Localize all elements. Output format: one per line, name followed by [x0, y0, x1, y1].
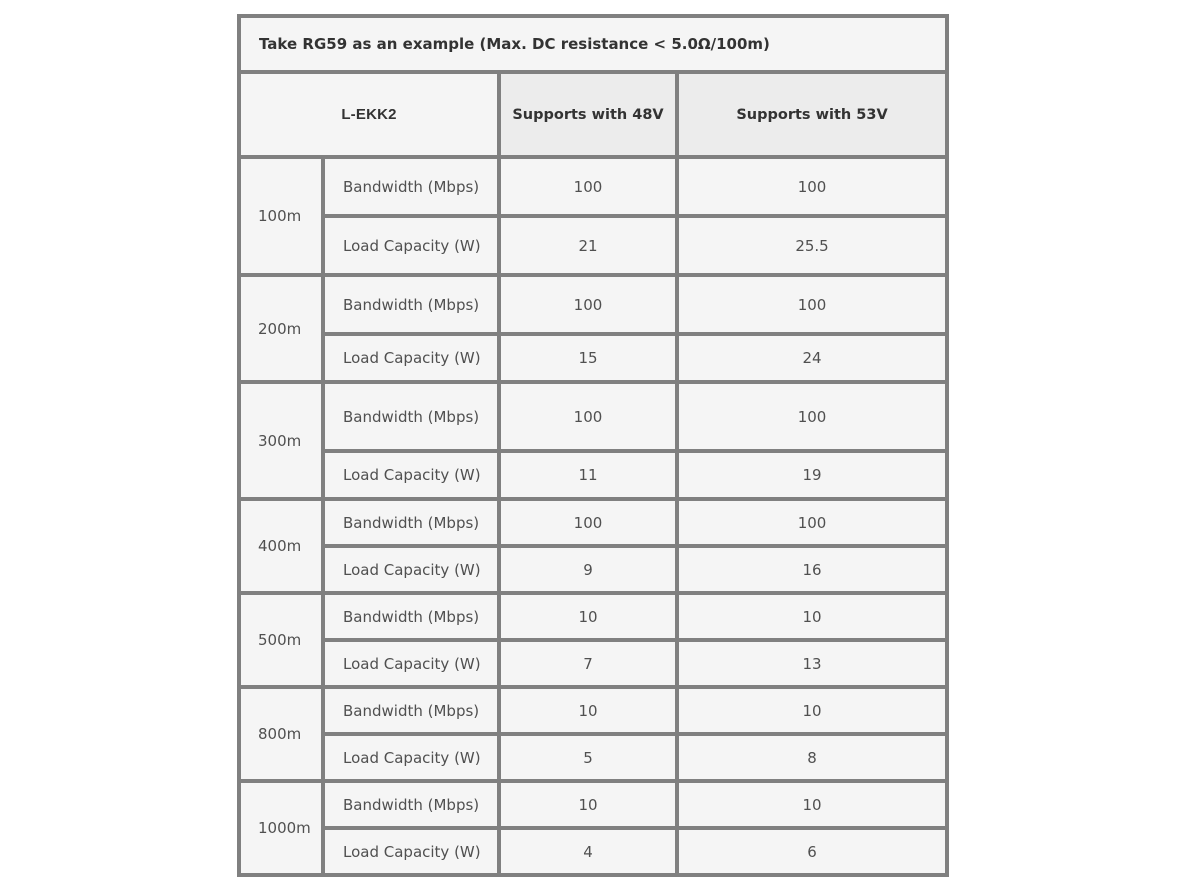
- metric-cell: Load Capacity (W): [323, 216, 499, 275]
- metric-cell: Bandwidth (Mbps): [323, 382, 499, 451]
- distance-cell: 800m: [239, 687, 323, 781]
- title-row: [239, 16, 947, 72]
- value-53v: 10: [677, 781, 947, 828]
- distance-cell: 100m: [239, 157, 323, 275]
- value-53v: 13: [677, 640, 947, 687]
- distance-cell: 200m: [239, 275, 323, 382]
- metric-cell: Bandwidth (Mbps): [323, 781, 499, 828]
- table-row: [239, 546, 947, 593]
- value-53v: 19: [677, 451, 947, 499]
- spec-table: [237, 14, 949, 877]
- model-header: L-EKK2: [239, 72, 499, 157]
- metric-cell: Load Capacity (W): [323, 828, 499, 875]
- value-48v: 10: [499, 781, 677, 828]
- table-row: [239, 157, 947, 216]
- value-48v: 11: [499, 451, 677, 499]
- metric-cell: Bandwidth (Mbps): [323, 157, 499, 216]
- table-row: [239, 275, 947, 334]
- value-53v: 6: [677, 828, 947, 875]
- column-header-48v: Supports with 48V: [499, 72, 677, 157]
- distance-cell: 1000m: [239, 781, 323, 875]
- value-48v: 15: [499, 334, 677, 382]
- value-48v: 7: [499, 640, 677, 687]
- value-48v: 5: [499, 734, 677, 781]
- value-53v: 100: [677, 275, 947, 334]
- value-48v: 100: [499, 157, 677, 216]
- metric-cell: Load Capacity (W): [323, 734, 499, 781]
- table-row: [239, 216, 947, 275]
- value-48v: 21: [499, 216, 677, 275]
- value-53v: 100: [677, 382, 947, 451]
- table-row: [239, 687, 947, 734]
- value-48v: 10: [499, 687, 677, 734]
- metric-cell: Load Capacity (W): [323, 451, 499, 499]
- value-53v: 100: [677, 499, 947, 546]
- value-53v: 25.5: [677, 216, 947, 275]
- value-53v: 8: [677, 734, 947, 781]
- value-48v: 10: [499, 593, 677, 640]
- table-row: [239, 382, 947, 451]
- distance-cell: 400m: [239, 499, 323, 593]
- value-53v: 10: [677, 687, 947, 734]
- metric-cell: Bandwidth (Mbps): [323, 499, 499, 546]
- table-row: [239, 499, 947, 546]
- table-title: Take RG59 as an example (Max. DC resistance < 5.0Ω/100m): [239, 16, 947, 72]
- value-48v: 9: [499, 546, 677, 593]
- value-53v: 10: [677, 593, 947, 640]
- value-48v: 100: [499, 275, 677, 334]
- metric-cell: Bandwidth (Mbps): [323, 275, 499, 334]
- metric-cell: Load Capacity (W): [323, 546, 499, 593]
- metric-cell: Load Capacity (W): [323, 334, 499, 382]
- value-53v: 100: [677, 157, 947, 216]
- metric-cell: Bandwidth (Mbps): [323, 593, 499, 640]
- value-48v: 100: [499, 382, 677, 451]
- table-row: [239, 734, 947, 781]
- table-row: [239, 781, 947, 828]
- value-53v: 24: [677, 334, 947, 382]
- distance-cell: 300m: [239, 382, 323, 499]
- table-row: [239, 334, 947, 382]
- value-48v: 4: [499, 828, 677, 875]
- value-53v: 16: [677, 546, 947, 593]
- table-row: [239, 451, 947, 499]
- table-row: [239, 593, 947, 640]
- header-row: [239, 72, 947, 157]
- table-row: [239, 640, 947, 687]
- column-header-53v: Supports with 53V: [677, 72, 947, 157]
- table-row: [239, 828, 947, 875]
- distance-cell: 500m: [239, 593, 323, 687]
- metric-cell: Bandwidth (Mbps): [323, 687, 499, 734]
- metric-cell: Load Capacity (W): [323, 640, 499, 687]
- value-48v: 100: [499, 499, 677, 546]
